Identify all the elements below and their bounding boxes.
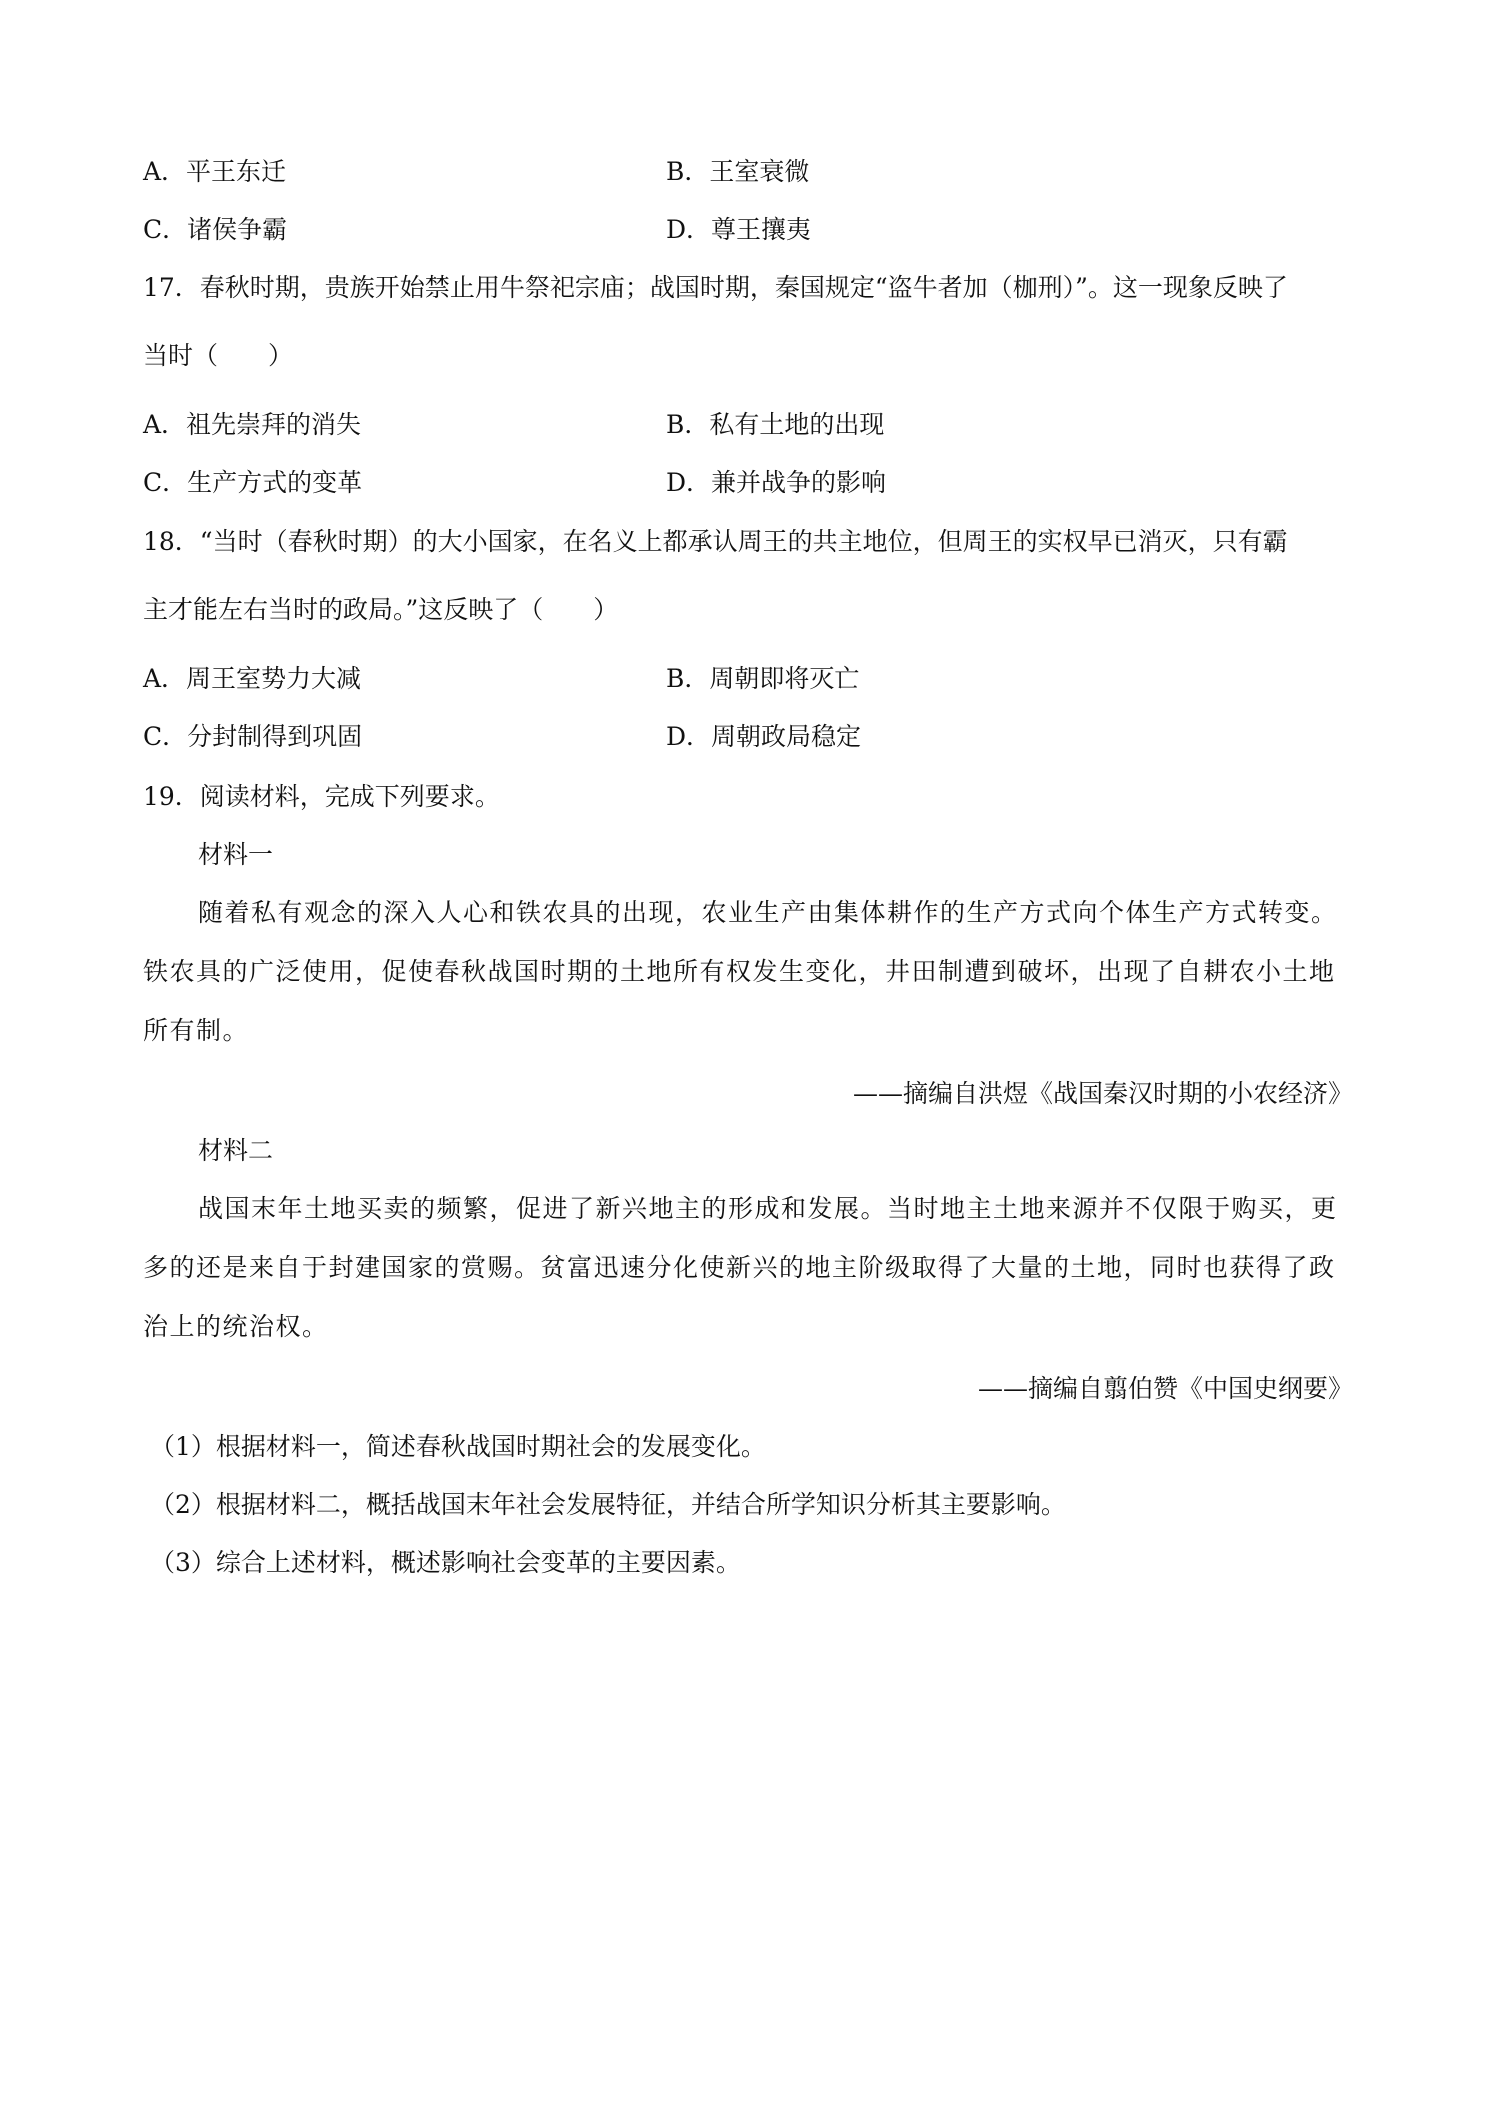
q17-stem-line2: 当时（ ） xyxy=(143,341,294,370)
q17-stem-line1: 17．春秋时期，贵族开始禁止用牛祭祀宗庙；战国时期，秦国规定“盗牛者加（枷刑）”。这一现象反映了 xyxy=(143,273,1288,302)
q17-option-a: A．祖先崇拜的消失 xyxy=(143,410,362,439)
q19-subquestion-2: （2）根据材料二，概括战国末年社会发展特征，并结合所学知识分析其主要影响。 xyxy=(150,1490,1066,1519)
material1-label: 材料一 xyxy=(198,840,274,869)
q18-option-d: D．周朝政局稳定 xyxy=(666,722,862,751)
q18-stem-line1: 18．“当时（春秋时期）的大小国家，在名义上都承认周王的共主地位，但周王的实权早已消灭，只有霸 xyxy=(143,527,1288,556)
q18-option-b: B．周朝即将灭亡 xyxy=(666,664,860,693)
q19-subquestion-3: （3）综合上述材料，概述影响社会变革的主要因素。 xyxy=(150,1548,741,1577)
q18-stem-line2: 主才能左右当时的政局。”这反映了（ ） xyxy=(143,595,619,624)
material2-source: ——摘编自翦伯赞《中国史纲要》 xyxy=(977,1374,1353,1403)
q16-option-b: B．王室衰微 xyxy=(666,157,810,186)
q18-option-c: C．分封制得到巩固 xyxy=(143,722,363,751)
material2-text: 战国末年土地买卖的频繁，促进了新兴地主的形成和发展。当时地主土地来源并不仅限于购买，更多的还是来自于封建国家的赏赐。贫富迅速分化使新兴的地主阶级取得了大量的土地，同时也获得了政治上的统治权。 xyxy=(143,1194,1338,1341)
q17-option-d: D．兼并战争的影响 xyxy=(666,468,887,497)
q19-stem: 19．阅读材料，完成下列要求。 xyxy=(143,782,500,811)
q19-subquestion-1: （1）根据材料一，简述春秋战国时期社会的发展变化。 xyxy=(150,1432,766,1461)
q16-option-a: A．平王东迁 xyxy=(143,157,287,186)
q17-option-c: C．生产方式的变革 xyxy=(143,468,363,497)
q16-option-c: C．诸侯争霸 xyxy=(143,215,288,244)
material1-text: 随着私有观念的深入人心和铁农具的出现，农业生产由集体耕作的生产方式向个体生产方式转变。铁农具的广泛使用，促使春秋战国时期的土地所有权发生变化，井田制遭到破坏，出现了自耕农小土地所有制。 xyxy=(143,898,1338,1045)
q18-option-a: A．周王室势力大减 xyxy=(143,664,362,693)
material2-label: 材料二 xyxy=(198,1136,274,1165)
q17-option-b: B．私有土地的出现 xyxy=(666,410,885,439)
q16-option-d: D．尊王攘夷 xyxy=(666,215,812,244)
material1-source: ——摘编自洪煜《战国秦汉时期的小农经济》 xyxy=(852,1079,1353,1108)
